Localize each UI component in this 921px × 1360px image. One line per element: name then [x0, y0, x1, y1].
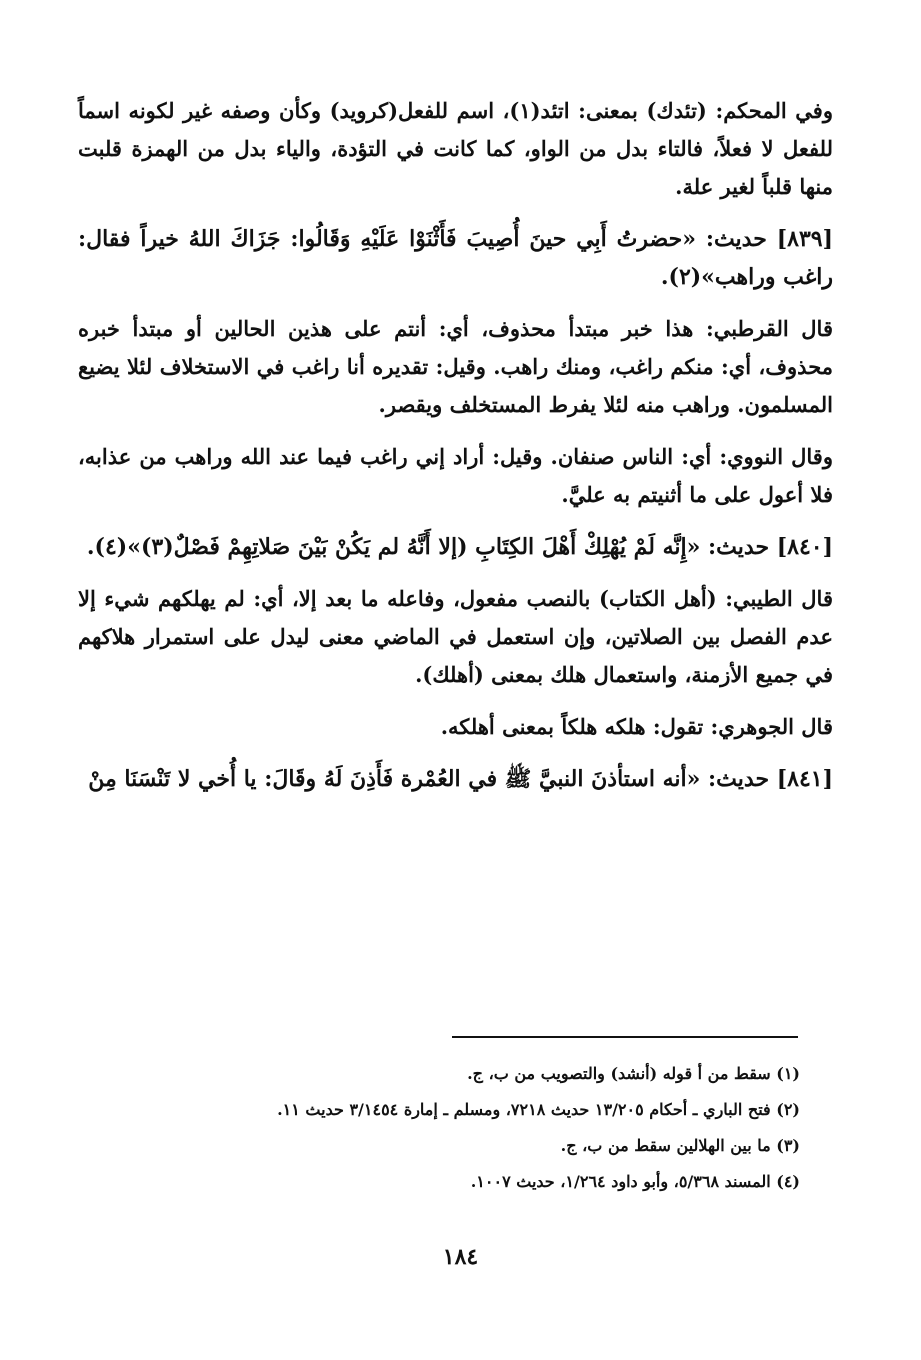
footnote-1: (١) سقط من أ قوله (أنشد) والتصويب من ب، ج. — [467, 1064, 800, 1083]
page-number: ١٨٤ — [442, 1244, 479, 1270]
paragraph-qurtubi: قال القرطبي: هذا خبر مبتدأ محذوف، أي: أنتم على هذين الحالين أو مبتدأ خبره محذوف، أي: منكم راغب، ومنك راهب. وقيل: تقديره أنا راغب في الاستخلاف لئلا يضيع المسلمون. وراهب منه لئلا يفرط المستخلف ويقصر. — [78, 316, 833, 417]
paragraph-jawhari: قال الجوهري: تقول: هلكه هلكاً بمعنى أهلكه. — [440, 714, 833, 739]
main-text — [78, 92, 833, 812]
hadith-839: [٨٣٩] حديث: «حضرتُ أَبِي حينَ أُصِيبَ فَأَثْنَوْا عَلَيْهِ وَقَالُوا: جَزَاكَ اللهُ خيراً فقال: راغب وراهب»(٢). — [78, 226, 833, 290]
hadith-840: [٨٤٠] حديث: «إِنَّه لَمْ يُهْلِكْ أَهْلَ الكِتَابِ (إلا أَنَّهُ لم يَكُنْ بَيْنَ صَلاتِهِمْ فَصْلٌ(٣)»(٤). — [86, 534, 833, 560]
footnote-2: (٢) فتح الباري ـ أحكام ١٣/٢٠٥ حديث ٧٢١٨، ومسلم ـ إمارة ٣/١٤٥٤ حديث ١١. — [277, 1100, 800, 1119]
paragraph-nawawi: وقال النووي: أي: الناس صنفان. وقيل: أراد إني راغب فيما عند الله وراهب من عذابه، فلا أعول على ما أثنيتم به عليَّ. — [78, 444, 833, 507]
footnote-3: (٣) ما بين الهلالين سقط من ب، ج. — [560, 1136, 800, 1155]
hadith-841: [٨٤١] حديث: «أنه استأذنَ النبيَّ ﷺ في العُمْرة فَأَذِنَ لَهُ وقَالَ: يا أُخي لا تَنْسَنَا مِنْ — [88, 766, 833, 792]
paragraph-tibi: قال الطيبي: (أهل الكتاب) بالنصب مفعول، وفاعله ما بعد إلا، أي: لم يهلكهم شيء إلا عدم الفصل بين الصلاتين، وإن استعمل في الماضي معنى ليدل على استمرار هلاكهم في جميع الأزمنة، واستعمال هلك بمعنى (أهلك). — [78, 586, 833, 687]
footnote-4: (٤) المسند ٥/٣٦٨، وأبو داود ١/٢٦٤، حديث ١٠٠٧. — [470, 1172, 800, 1191]
footnotes — [277, 1056, 800, 1200]
paragraph-muhkam: وفي المحكم: (تئدك) بمعنى: اتئد(١)، اسم للفعل(كرويد) وكأن وصفه غير لكونه اسماً للفعل لا فعلاً، فالتاء بدل من الواو، كما كانت في التؤدة، والياء بدل من الهمزة قلبت منها قلباً لغير علة. — [78, 98, 833, 199]
footnote-divider — [452, 1036, 798, 1038]
